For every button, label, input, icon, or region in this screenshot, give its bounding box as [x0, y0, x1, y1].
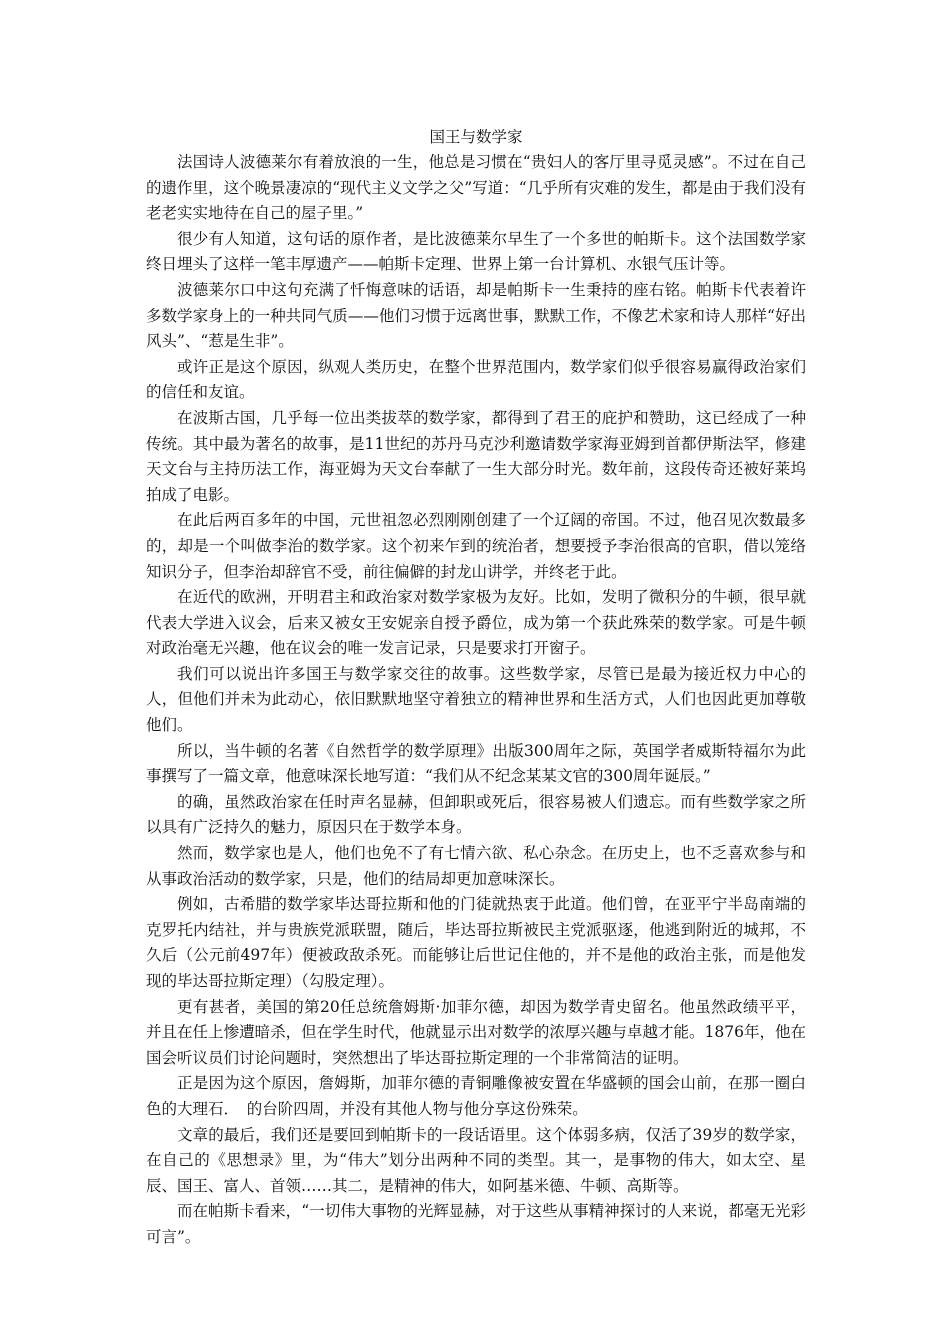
paragraph: 更有甚者，美国的第20任总统詹姆斯·加菲尔德，却因为数学青史留名。他虽然政绩平平，并且在任上惨遭暗杀，但在学生时代，他就显示出对数学的浓厚兴趣与卓越才能。1876年，他在国会听议员们讨论问题时，突然想出了毕达哥拉斯定理的一个非常简洁的证明。 — [146, 997, 806, 1067]
paragraph: 例如，古希腊的数学家毕达哥拉斯和他的门徒就热衷于此道。他们曾，在亚平宁半岛南端的克罗托内结社，并与贵族党派联盟，随后，毕达哥拉斯被民主党派驱逐，他逃到附近的城邦，不久后（公元前497年）便被政敌杀死。而能够让后世记住他的，并不是他的政治主张，而是他发现的毕达哥拉斯定理）（勾股定理）。 — [146, 895, 806, 990]
paragraph: 在此后两百多年的中国，元世祖忽必烈刚刚创建了一个辽阔的帝国。不过，他召见次数最多的，却是一个叫做李治的数学家。这个初来乍到的统治者，想要授予李治很高的官职，借以笼络知识分子，但李治却辞官不受，前往偏僻的封龙山讲学，并终老于此。 — [146, 511, 806, 581]
paragraph: 波德莱尔口中这句充满了忏悔意味的话语，却是帕斯卡一生秉持的座右铭。帕斯卡代表着许多数学家身上的一种共同气质——他们习惯于远离世事，默默工作，不像艺术家和诗人那样“好出风头”、“惹是生非”。 — [146, 280, 806, 351]
paragraph: 文章的最后，我们还是要回到帕斯卡的一段话语里。这个体弱多病，仅活了39岁的数学家，在自己的《思想录》里，为“伟大”划分出两种不同的类型。其一，是事物的伟大，如太空、星辰、国王、富人、首领……其二，是精神的伟大，如阿基米德、牛顿、高斯等。 — [146, 1125, 806, 1195]
paragraph: 正是因为这个原因，詹姆斯，加菲尔德的青铜雕像被安置在华盛顿的国会山前，在那一圈白色的大理石． 的台阶四周，并没有其他人物与他分享这份殊荣。 — [146, 1074, 806, 1118]
paragraph: 的确，虽然政治家在任时声名显赫，但卸职或死后，很容易被人们遗忘。而有些数学家之所以具有广泛持久的魅力，原因只在于数学本身。 — [146, 792, 806, 837]
paragraph: 在近代的欧洲，开明君主和政治家对数学家极为友好。比如，发明了微积分的牛顿，很早就代表大学进入议会，后来又被女王安妮亲自授予爵位，成为第一个获此殊荣的数学家。可是牛顿对政治毫无兴趣，他在议会的唯一发言记录，只是要求打开窗子。 — [146, 588, 806, 658]
document-body — [146, 126, 806, 1251]
paragraph: 在波斯古国，几乎每一位出类拔萃的数学家，都得到了君王的庇护和赞助，这已经成了一种传统。其中最为著名的故事，是11世纪的苏丹马克沙利邀请数学家海亚姆到首都伊斯法罕，修建天文台与主持历法工作，海亚姆为天文台奉献了一生大部分时光。数年前，这段传奇还被好莱坞拍成了电影。 — [146, 408, 806, 504]
paragraph: 而在帕斯卡看来，“一切伟大事物的光辉显赫，对于这些从事精神探讨的人来说，都毫无光彩可言”。 — [146, 1202, 806, 1246]
paragraph: 很少有人知道，这句话的原作者，是比波德莱尔早生了一个多世的帕斯卡。这个法国数学家终日埋头了这样一笔丰厚遗产——帕斯卡定理、世界上第一台计算机、水银气压计等。 — [146, 229, 806, 274]
document-title: 国王与数学家 — [429, 128, 523, 146]
paragraph: 我们可以说出许多国王与数学家交往的故事。这些数学家，尽管已是最为接近权力中心的人，但他们并未为此动心，依旧默默地坚守着独立的精神世界和生活方式，人们也因此更加尊敬他们。 — [146, 664, 806, 735]
paragraph: 所以，当牛顿的名著《自然哲学的数学原理》出版300周年之际，英国学者威斯特福尔为此事撰写了一篇文章，他意味深长地写道：“我们从不纪念某某文官的300周年诞辰。” — [146, 741, 806, 786]
paragraph: 或许正是这个原因，纵观人类历史，在整个世界范围内，数学家们似乎很容易赢得政治家们的信任和友谊。 — [146, 357, 806, 402]
paragraph: 法国诗人波德莱尔有着放浪的一生，他总是习惯在“贵妇人的客厅里寻觅灵感”。不过在自己的遗作里，这个晚景凄凉的“现代主义文学之父”写道：“几乎所有灾难的发生，都是由于我们没有老老实实地待在自己的屋子里。” — [146, 153, 806, 223]
paragraph: 然而，数学家也是人，他们也免不了有七情六欲、私心杂念。在历史上，也不乏喜欢参与和从事政治活动的数学家，只是，他们的结局却更加意味深长。 — [146, 844, 806, 888]
